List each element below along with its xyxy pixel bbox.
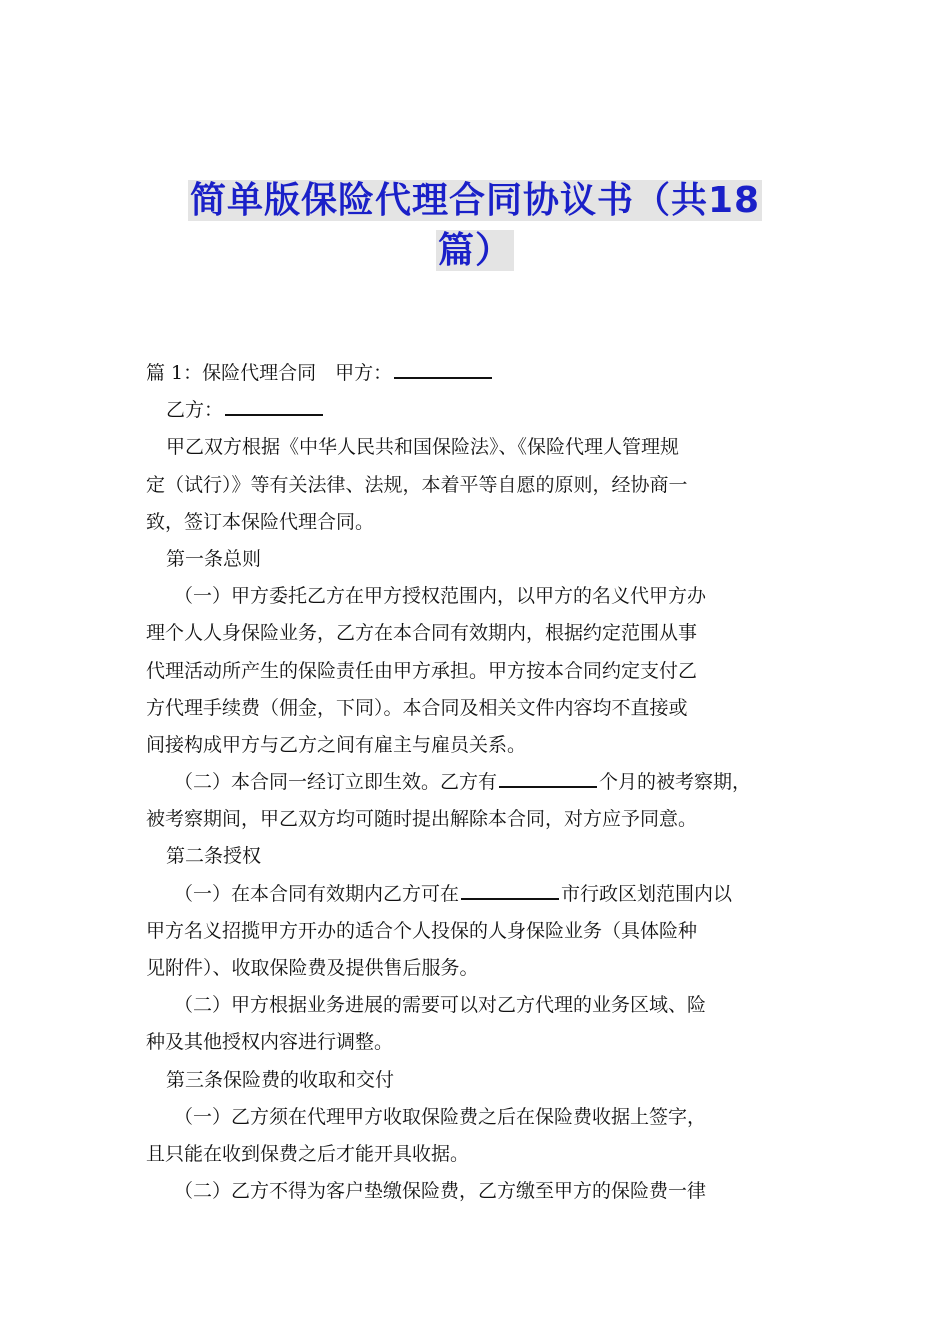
- paragraph-line: 定（试行）》等有关法律、法规，本着平等自愿的原则，经协商一: [146, 473, 688, 496]
- paragraph-line: 篇 1：保险代理合同 甲方：: [146, 355, 806, 392]
- paragraph-line: （一）甲方委托乙方在甲方授权范围内，以甲方的名义代甲方办: [174, 585, 707, 608]
- paragraph-line: （一）在本合同有效期内乙方可在 市行政区划范围内以: [146, 876, 806, 913]
- document-body: [146, 355, 806, 1210]
- paragraph-line: 乙方：: [146, 392, 806, 429]
- paragraph-line: （二）甲方根据业务进展的需要可以对乙方代理的业务区域、险: [174, 994, 707, 1017]
- paragraph-line: 甲方名义招揽甲方开办的适合个人投保的人身保险业务（具体险种: [146, 919, 698, 942]
- paragraph-line: 理个人人身保险业务，乙方在本合同有效期内，根据约定范围从事: [146, 622, 698, 645]
- section-heading: 第二条授权: [166, 845, 262, 868]
- paragraph-line: 致，签订本保险代理合同。: [146, 510, 375, 533]
- paragraph-line: （一）乙方须在代理甲方收取保险费之后在保险费收据上签字，: [174, 1105, 707, 1128]
- paragraph-line: 间接构成甲方与乙方之间有雇主与雇员关系。: [146, 733, 527, 756]
- document-title-line-2: 篇）: [437, 230, 512, 271]
- section-heading: 第一条总则: [166, 547, 262, 570]
- paragraph-line: 代理活动所产生的保险责任由甲方承担。甲方按本合同约定支付乙: [146, 659, 698, 682]
- paragraph-line: 种及其他授权内容进行调整。: [146, 1031, 394, 1054]
- paragraph-line: 见附件）、收取保险费及提供售后服务。: [146, 957, 479, 979]
- paragraph-line: 甲乙双方根据《中华人民共和国保险法》、《保险代理人管理规: [166, 436, 680, 459]
- paragraph-line: 被考察期间，甲乙双方均可随时提出解除本合同，对方应予同意。: [146, 808, 698, 831]
- fill-blank: [394, 355, 492, 379]
- document-title-line-1: 简单版保险代理合同协议书（共18: [189, 180, 761, 221]
- fill-blank: [499, 764, 597, 788]
- paragraph-line: 且只能在收到保费之后才能开具收据。: [146, 1142, 470, 1165]
- fill-blank: [461, 876, 559, 900]
- paragraph-line: （二）本合同一经订立即生效。乙方有 个月的被考察期，: [146, 764, 806, 801]
- paragraph-line: （二）乙方不得为客户垫缴保险费，乙方缴至甲方的保险费一律: [174, 1180, 707, 1203]
- paragraph-line: 方代理手续费（佣金，下同）。本合同及相关文件内容均不直接或: [146, 696, 688, 719]
- fill-blank: [225, 392, 323, 416]
- section-heading: 第三条保险费的收取和交付: [166, 1068, 395, 1091]
